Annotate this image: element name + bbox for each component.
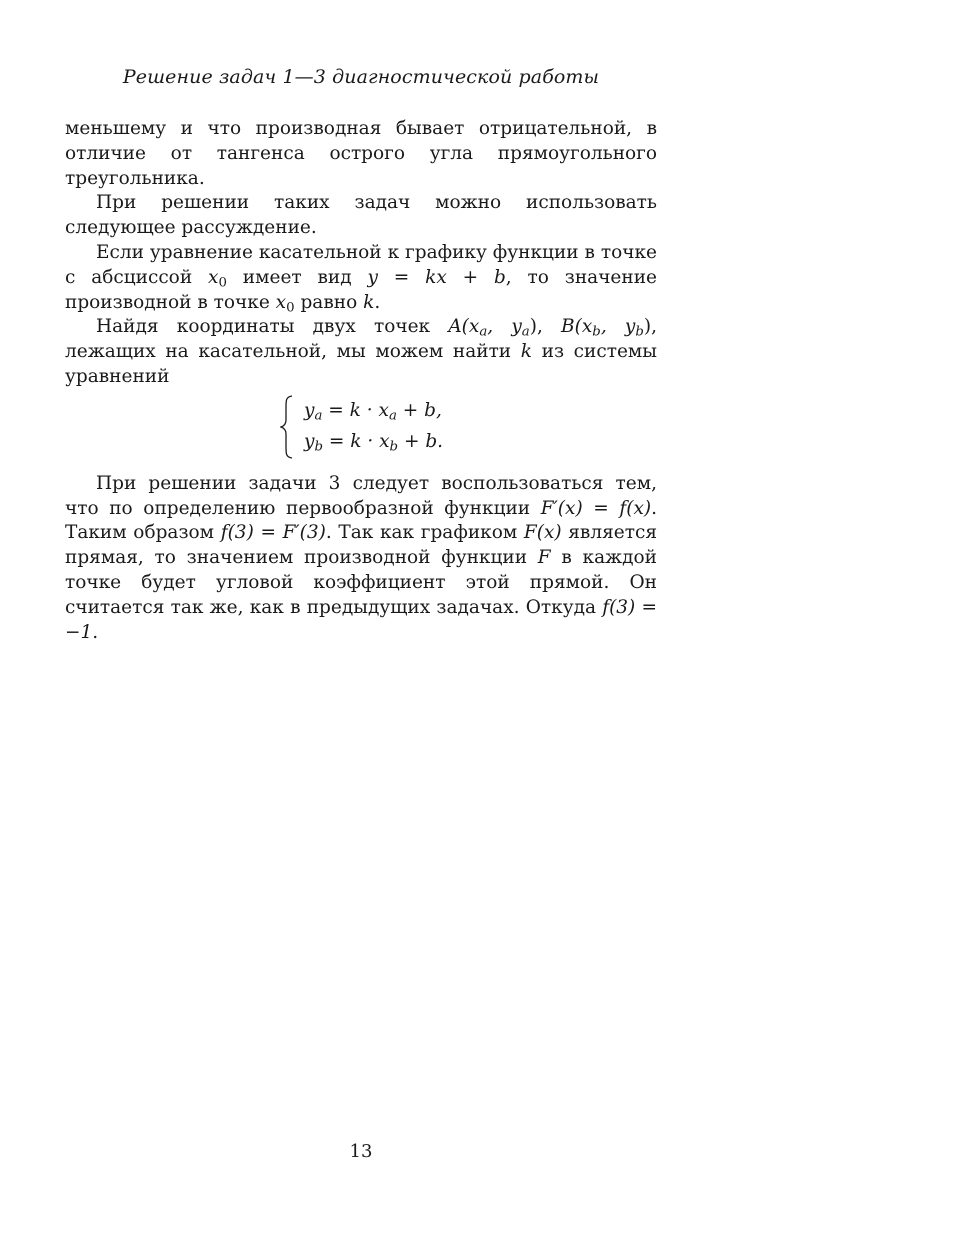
paragraph-5 [65, 472, 657, 646]
text-run: Найдя координаты двух точек [96, 316, 449, 338]
math-subscript: b [592, 325, 601, 341]
math-antiderivative-definition: F′(x) = f(x) [540, 497, 652, 519]
math-part: , y [487, 316, 522, 338]
system-line-2 [304, 426, 443, 457]
text-run: из системы уравнений [65, 341, 658, 387]
body-text [65, 117, 657, 645]
text-run: , то значение производной в точке [65, 266, 657, 313]
math-answer: f(3) = −1 [65, 596, 657, 643]
math-F: F [537, 547, 551, 569]
math-part: , y [600, 316, 636, 338]
running-title: Решение задач 1—3 диагностической работы [122, 66, 600, 88]
math-part: ) [529, 316, 537, 338]
math-f3-equals: f(3) = F′(3) [220, 522, 326, 544]
math-tangent-equation: y = kx + b [367, 266, 506, 288]
page-number: 13 [349, 1141, 373, 1162]
math-part: B(x [561, 316, 593, 338]
left-brace-icon [280, 395, 294, 459]
math-subscript: b [389, 439, 399, 455]
paragraph-1: меньшему и что производная бывает отрицательной, в отличие от тангенса острого угла прямоугольного треугольника. [65, 118, 657, 189]
math-part: = k · x [322, 399, 389, 421]
paragraph-2: При решении таких задач можно использовать следующее рассуждение. [65, 192, 657, 239]
math-subscript: b [314, 439, 323, 455]
math-part: ) [643, 316, 652, 338]
paragraph-4 [65, 315, 657, 389]
math-Fx: F(x) [523, 522, 562, 544]
math-subscript: 0 [218, 275, 227, 291]
math-var: x [208, 266, 219, 288]
text-run: , [536, 316, 562, 338]
math-subscript: a [314, 408, 323, 424]
text-run: равно [294, 291, 364, 313]
text-run: Если уравнение касательной к графику функции в точке с абсциссой [65, 241, 657, 288]
math-k: k [363, 291, 375, 313]
math-subscript: a [388, 408, 397, 424]
paragraph-3 [65, 241, 657, 315]
math-part: A(x [448, 316, 480, 338]
text-run: . Так как графиком [325, 522, 524, 544]
text-run: . Таким образом [65, 497, 657, 544]
math-part: + b. [398, 430, 444, 452]
text-run: является прямая, то значением производной функции [65, 522, 657, 569]
text-run: в каждой точке будет угловой коэффициент этой прямой. Он считается так же, как в предыдущих задачах. Откуда [65, 547, 657, 618]
math-part: y [304, 430, 315, 452]
equation-system [65, 395, 657, 467]
text-run: При решении задачи 3 следует воспользоваться тем, что по определению первообразной функции [65, 472, 657, 519]
math-x0 [275, 291, 295, 316]
math-x0 [208, 266, 227, 291]
math-part: + b, [396, 399, 442, 421]
math-part: = k · x [322, 430, 390, 452]
math-k: k [520, 341, 532, 363]
math-point-b [561, 316, 652, 341]
math-point-a [448, 316, 537, 341]
text-run: . [374, 291, 381, 313]
math-part: y [304, 399, 315, 421]
text-run: , лежащих на касательной, мы можем найти [65, 316, 657, 363]
text-run: . [92, 621, 99, 643]
math-subscript: a [479, 325, 488, 341]
math-subscript: 0 [286, 300, 295, 316]
text-run: имеет вид [226, 266, 368, 288]
math-subscript: b [635, 325, 644, 341]
system-lines [304, 395, 443, 457]
system-line-1 [304, 395, 443, 426]
math-var: x [275, 291, 287, 313]
math-subscript: a [521, 325, 530, 341]
